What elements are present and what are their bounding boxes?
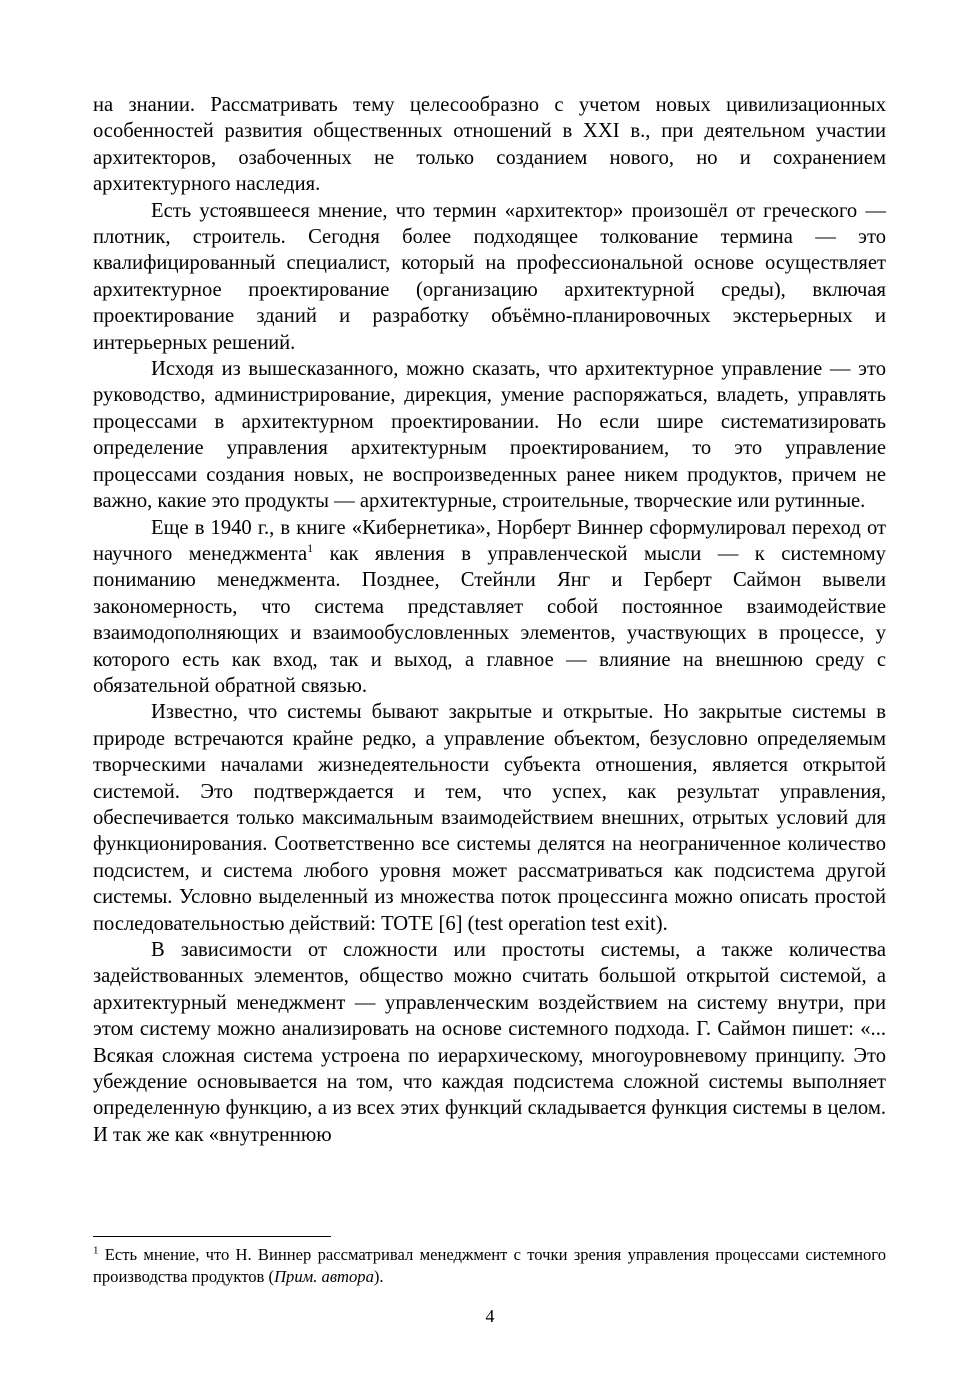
footnote-text-after: ). [373, 1267, 384, 1286]
footnote-reference[interactable]: 1 [307, 541, 314, 556]
paragraph-2: Есть устоявшееся мнение, что термин «архитектор» произошёл от греческого — плотник, строитель. Сегодня более подходящее толкование термина — это квалифицированный специалист, который на профессиональной основе осуществляет архитектурное проектирование (организацию архитектурной среды), включая проектирование зданий и разработку объёмно-планировочных экстерьерных и интерьерных решений. [93, 199, 886, 354]
paragraph-5: Известно, что системы бывают закрытые и открытые. Но закрытые системы в природе встречаются крайне редко, а управление объектом, безусловно определяемым творческими началами жизнедеятельности субъекта отношения, является открытой системой. Это подтверждается и тем, что успех, как результат управления, обеспечивается только максимальным взаимодействием внешних, отрытых условий для функционирования. Соответственно все системы делятся на неограниченное количество подсистем, и система любого уровня может рассматриваться как подсистема другой системы. Условно выделенный из множества поток процессинга можно описать простой последовательностью действий: TOTE [6] (test operation test exit). [93, 701, 886, 935]
paragraph-6: В зависимости от сложности или простоты системы, а также количества задействованных элементов, общество можно считать большой открытой системой, а архитектурный менеджмент — управленческим воздействием на систему внутри, при этом систему можно анализировать на основе системного подхода. Г. Саймон пишет: «... Всякая сложная система устроена по иерархическому, многоуровневому принципу. Это убеждение основывается на том, что каждая подсистема сложной системы выполняет определенную функцию, а из всех этих функций складывается функция системы в целом. И так же как «внутреннюю [93, 939, 886, 1146]
paragraph-1: на знании. Рассматривать тему целесообразно с учетом новых цивилизационных особенностей развития общественных отношений в XXI в., при деятельном участии архитекторов, озабоченных не только созданием нового, но и сохранением архитектурного наследия. [93, 94, 886, 196]
paragraph-4 [93, 515, 886, 700]
body-text [93, 92, 886, 1148]
footnote-text-before: Есть мнение, что Н. Виннер рассматривал менеджмент с точки зрения управления процессами системного производства продуктов ( [93, 1245, 886, 1286]
paragraph-3: Исходя из вышесказанного, можно сказать, что архитектурное управление — это руководство, администрирование, дирекция, умение распоряжаться, владеть, управлять процессами в архитектурном проектировании. Но если шире систематизировать определение управления архитектурным проектированием, то это управление процессами создания новых, не воспроизведенных ранее никем продуктов, причем не важно, какие это продукты — архитектурные, строительные, творческие или рутинные. [93, 358, 886, 513]
page-content [93, 92, 886, 1148]
footnote-italic-note: Прим. автора [274, 1267, 374, 1286]
paragraph-4-text-after: как явления в управленческой мысли — к системному пониманию менеджмента. Позднее, Стейнли Янг и Герберт Саймон вывели закономерность, что система представляет собой постоянное взаимодействие взаимодополняющих и взаимообусловленных элементов, участвующих в процессе, у которого есть как вход, так и выход, а главное — влияние на внешнюю среду с обязательной обратной связью. [93, 542, 886, 697]
footnote-marker: 1 [93, 1244, 99, 1257]
page-number: 4 [485, 1306, 495, 1326]
paragraph-4-text-before: Еще в 1940 г., в книге «Кибернетика», Норберт Виннер сформулировал переход от научного менеджмента [93, 516, 886, 565]
footnote-separator [93, 1236, 331, 1237]
footnote [93, 1244, 886, 1288]
